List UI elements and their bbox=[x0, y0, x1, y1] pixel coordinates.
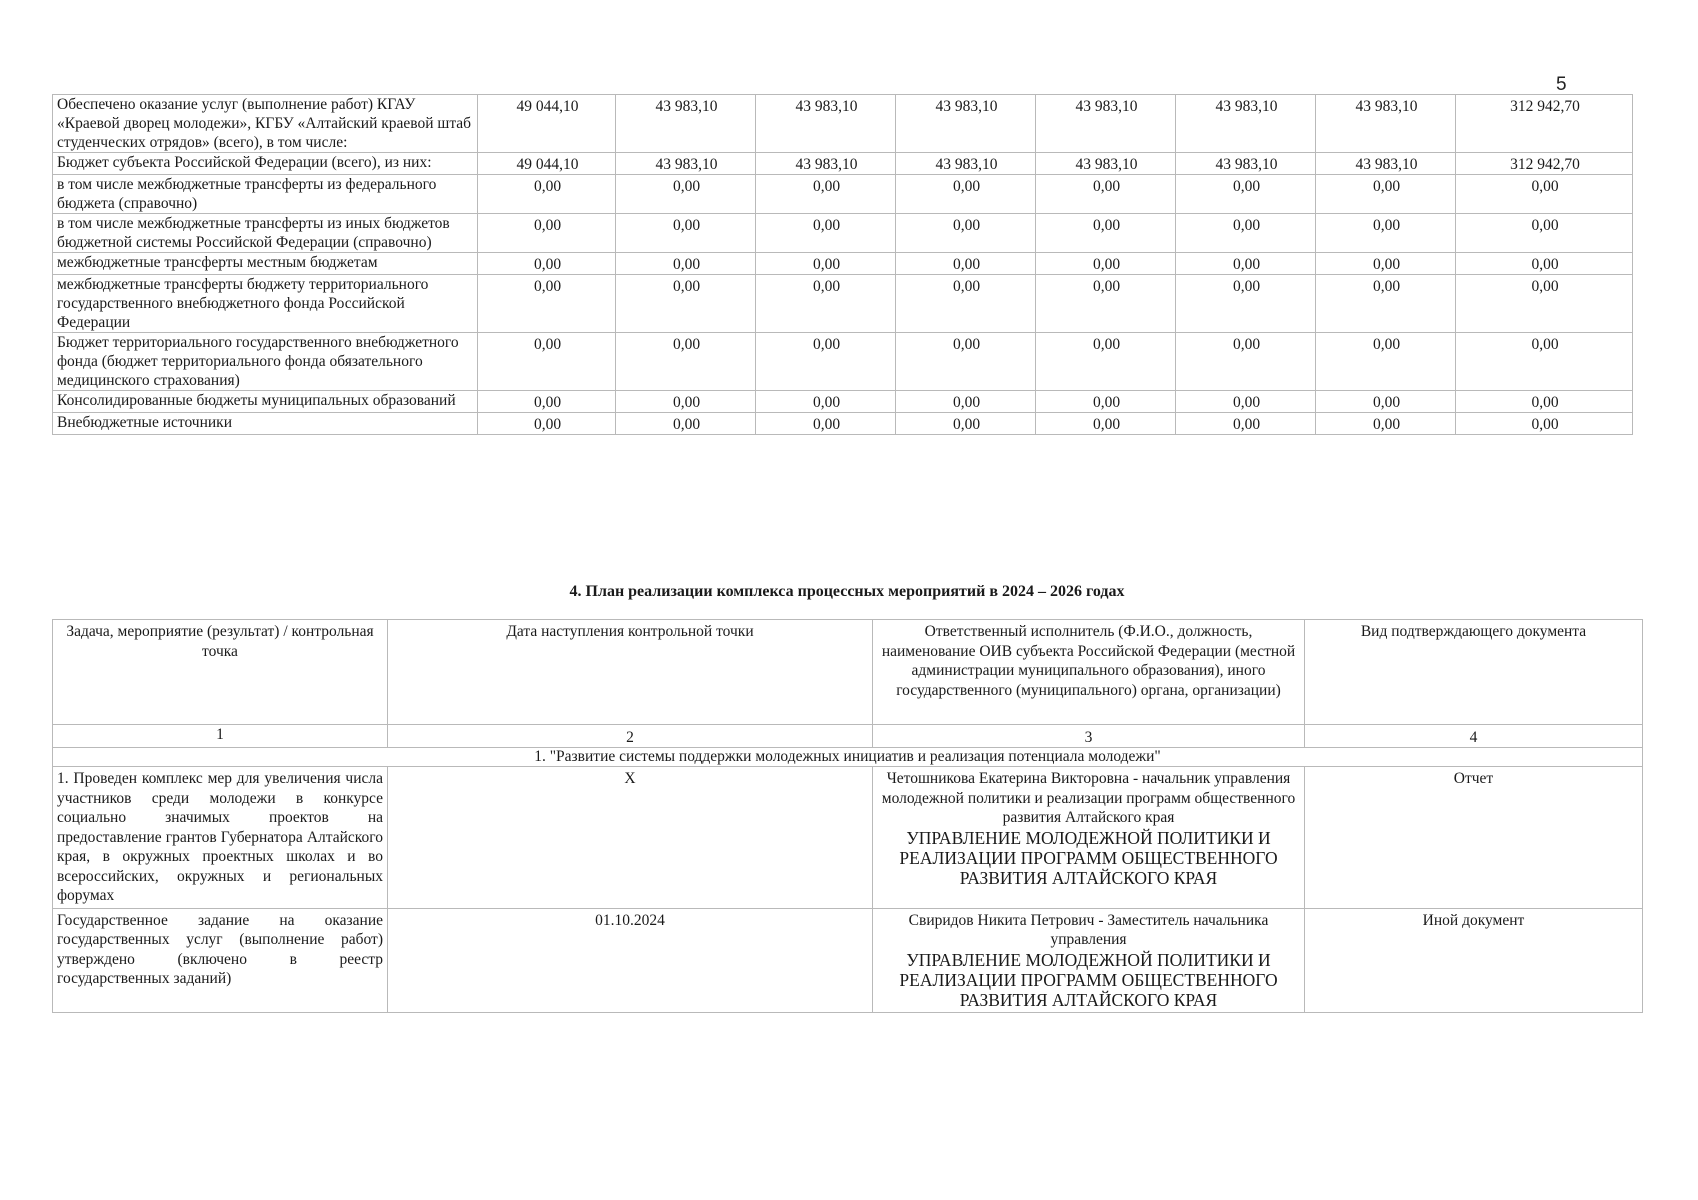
financing-source-name: в том числе межбюджетные трансферты из иных бюджетов бюджетной системы Российской Федерации (справочно) bbox=[53, 214, 478, 253]
header-task: Задача, мероприятие (результат) / контрольная точка bbox=[53, 620, 388, 725]
financing-value: 0,00 bbox=[1316, 333, 1456, 391]
financing-value: 0,00 bbox=[1036, 253, 1176, 275]
page-number: 5 bbox=[1556, 74, 1567, 95]
financing-value: 0,00 bbox=[1316, 175, 1456, 214]
task-cell: Государственное задание на оказание государственных услуг (выполнение работ) утверждено (включено в реестр государственных заданий) bbox=[53, 908, 388, 1012]
financing-source-name: Бюджет субъекта Российской Федерации (всего), из них: bbox=[53, 153, 478, 175]
financing-value: 43 983,10 bbox=[1316, 153, 1456, 175]
date-cell: 01.10.2024 bbox=[388, 908, 873, 1012]
financing-source-name: межбюджетные трансферты местным бюджетам bbox=[53, 253, 478, 275]
header-responsible: Ответственный исполнитель (Ф.И.О., должность, наименование ОИВ субъекта Российской Федерации (местной администрации муниципального образования), иного государственного (муниципального) органа, организации) bbox=[873, 620, 1305, 725]
financing-value: 0,00 bbox=[1176, 333, 1316, 391]
financing-source-name: в том числе межбюджетные трансферты из федерального бюджета (справочно) bbox=[53, 175, 478, 214]
financing-value: 43 983,10 bbox=[1036, 95, 1176, 153]
financing-row bbox=[53, 391, 1633, 413]
financing-value: 0,00 bbox=[896, 253, 1036, 275]
financing-value: 0,00 bbox=[1176, 391, 1316, 413]
financing-value: 0,00 bbox=[478, 275, 616, 333]
plan-table bbox=[52, 619, 1643, 1013]
financing-value: 0,00 bbox=[616, 175, 756, 214]
responsible-person: Четошникова Екатерина Викторовна - начальник управления молодежной политики и реализации программ общественного развития Алтайского края bbox=[881, 770, 1296, 826]
column-number: 2 bbox=[388, 725, 873, 748]
financing-value: 0,00 bbox=[1176, 175, 1316, 214]
header-document: Вид подтверждающего документа bbox=[1305, 620, 1643, 725]
financing-value: 0,00 bbox=[1176, 253, 1316, 275]
financing-value: 0,00 bbox=[896, 214, 1036, 253]
financing-total-value: 0,00 bbox=[1456, 333, 1633, 391]
financing-value: 0,00 bbox=[756, 413, 896, 435]
financing-value: 43 983,10 bbox=[896, 153, 1036, 175]
responsible-organization: УПРАВЛЕНИЕ МОЛОДЕЖНОЙ ПОЛИТИКИ И РЕАЛИЗАЦИИ ПРОГРАММ ОБЩЕСТВЕННОГО РАЗВИТИЯ АЛТАЙСКОГО КРАЯ bbox=[899, 827, 1278, 888]
financing-value: 49 044,10 bbox=[478, 95, 616, 153]
financing-value: 43 983,10 bbox=[756, 153, 896, 175]
financing-value: 0,00 bbox=[756, 333, 896, 391]
financing-value: 0,00 bbox=[478, 413, 616, 435]
financing-value: 0,00 bbox=[1176, 413, 1316, 435]
financing-value: 0,00 bbox=[616, 214, 756, 253]
financing-value: 0,00 bbox=[1316, 413, 1456, 435]
financing-value: 0,00 bbox=[756, 275, 896, 333]
financing-value: 0,00 bbox=[616, 253, 756, 275]
responsible-person: Свиридов Никита Петрович - Заместитель начальника управления bbox=[908, 911, 1269, 948]
financing-value: 43 983,10 bbox=[616, 95, 756, 153]
financing-value: 0,00 bbox=[756, 391, 896, 413]
plan-column-numbers-row bbox=[53, 725, 1643, 748]
responsible-organization: УПРАВЛЕНИЕ МОЛОДЕЖНОЙ ПОЛИТИКИ И РЕАЛИЗАЦИИ ПРОГРАММ ОБЩЕСТВЕННОГО РАЗВИТИЯ АЛТАЙСКОГО КРАЯ bbox=[899, 949, 1278, 1010]
financing-value: 0,00 bbox=[1316, 253, 1456, 275]
financing-value: 0,00 bbox=[896, 413, 1036, 435]
financing-value: 0,00 bbox=[1036, 175, 1176, 214]
financing-value: 43 983,10 bbox=[1176, 153, 1316, 175]
financing-value: 0,00 bbox=[896, 333, 1036, 391]
financing-row bbox=[53, 275, 1633, 333]
financing-value: 0,00 bbox=[756, 253, 896, 275]
section-title: 4. План реализации комплекса процессных мероприятий в 2024 – 2026 годах bbox=[569, 583, 1125, 600]
responsible-cell bbox=[873, 908, 1305, 1012]
financing-total-value: 0,00 bbox=[1456, 275, 1633, 333]
financing-value: 43 983,10 bbox=[896, 95, 1036, 153]
financing-value: 0,00 bbox=[478, 214, 616, 253]
column-number: 3 bbox=[873, 725, 1305, 748]
financing-total-value: 0,00 bbox=[1456, 413, 1633, 435]
plan-header-row bbox=[53, 620, 1643, 725]
financing-value: 0,00 bbox=[478, 391, 616, 413]
financing-source-name: межбюджетные трансферты бюджету территориального государственного внебюджетного фонда Российской Федерации bbox=[53, 275, 478, 333]
financing-value: 0,00 bbox=[896, 175, 1036, 214]
document-type-cell: Отчет bbox=[1305, 767, 1643, 909]
financing-value: 43 983,10 bbox=[1176, 95, 1316, 153]
date-cell: X bbox=[388, 767, 873, 909]
financing-value: 43 983,10 bbox=[756, 95, 896, 153]
financing-value: 0,00 bbox=[756, 175, 896, 214]
plan-section-row bbox=[53, 748, 1643, 767]
financing-value: 0,00 bbox=[1316, 391, 1456, 413]
financing-value: 43 983,10 bbox=[616, 153, 756, 175]
financing-row bbox=[53, 253, 1633, 275]
document-type-cell: Иной документ bbox=[1305, 908, 1643, 1012]
task-cell: 1. Проведен комплекс мер для увеличения числа участников среди молодежи в конкурсе социально значимых проектов на предоставление грантов Губернатора Алтайского края, в окружных проектных школах и во всероссийских, окружных и региональных форумах bbox=[53, 767, 388, 909]
plan-row bbox=[53, 767, 1643, 909]
financing-row bbox=[53, 413, 1633, 435]
financing-value: 0,00 bbox=[1036, 413, 1176, 435]
financing-value: 0,00 bbox=[616, 413, 756, 435]
financing-source-name: Обеспечено оказание услуг (выполнение работ) КГАУ «Краевой дворец молодежи», КГБУ «Алтайский краевой штаб студенческих отрядов» (всего), в том числе: bbox=[53, 95, 478, 153]
financing-total-value: 0,00 bbox=[1456, 214, 1633, 253]
financing-value: 0,00 bbox=[896, 391, 1036, 413]
financing-value: 0,00 bbox=[896, 275, 1036, 333]
financing-value: 0,00 bbox=[1176, 275, 1316, 333]
financing-value: 0,00 bbox=[756, 214, 896, 253]
header-date: Дата наступления контрольной точки bbox=[388, 620, 873, 725]
financing-total-value: 0,00 bbox=[1456, 391, 1633, 413]
financing-source-name: Консолидированные бюджеты муниципальных образований bbox=[53, 391, 478, 413]
financing-value: 0,00 bbox=[1036, 214, 1176, 253]
financing-value: 0,00 bbox=[478, 333, 616, 391]
financing-table bbox=[52, 94, 1633, 435]
column-number: 4 bbox=[1305, 725, 1643, 748]
financing-total-value: 312 942,70 bbox=[1456, 95, 1633, 153]
financing-value: 0,00 bbox=[478, 175, 616, 214]
financing-value: 0,00 bbox=[1316, 214, 1456, 253]
financing-value: 0,00 bbox=[616, 391, 756, 413]
financing-row bbox=[53, 333, 1633, 391]
financing-row bbox=[53, 214, 1633, 253]
plan-row bbox=[53, 908, 1643, 1012]
financing-value: 0,00 bbox=[616, 275, 756, 333]
financing-value: 0,00 bbox=[1316, 275, 1456, 333]
financing-value: 0,00 bbox=[478, 253, 616, 275]
financing-value: 0,00 bbox=[1036, 333, 1176, 391]
financing-row bbox=[53, 175, 1633, 214]
financing-value: 0,00 bbox=[1036, 391, 1176, 413]
financing-row bbox=[53, 95, 1633, 153]
financing-value: 0,00 bbox=[1176, 214, 1316, 253]
financing-total-value: 0,00 bbox=[1456, 175, 1633, 214]
financing-row bbox=[53, 153, 1633, 175]
section-label: 1. "Развитие системы поддержки молодежных инициатив и реализация потенциала молодежи" bbox=[53, 748, 1643, 767]
financing-value: 43 983,10 bbox=[1036, 153, 1176, 175]
column-number: 1 bbox=[53, 725, 388, 748]
financing-value: 49 044,10 bbox=[478, 153, 616, 175]
financing-source-name: Бюджет территориального государственного внебюджетного фонда (бюджет территориального фонда обязательного медицинского страхования) bbox=[53, 333, 478, 391]
responsible-cell bbox=[873, 767, 1305, 909]
financing-source-name: Внебюджетные источники bbox=[53, 413, 478, 435]
financing-total-value: 312 942,70 bbox=[1456, 153, 1633, 175]
financing-value: 0,00 bbox=[616, 333, 756, 391]
financing-value: 0,00 bbox=[1036, 275, 1176, 333]
financing-value: 43 983,10 bbox=[1316, 95, 1456, 153]
financing-total-value: 0,00 bbox=[1456, 253, 1633, 275]
